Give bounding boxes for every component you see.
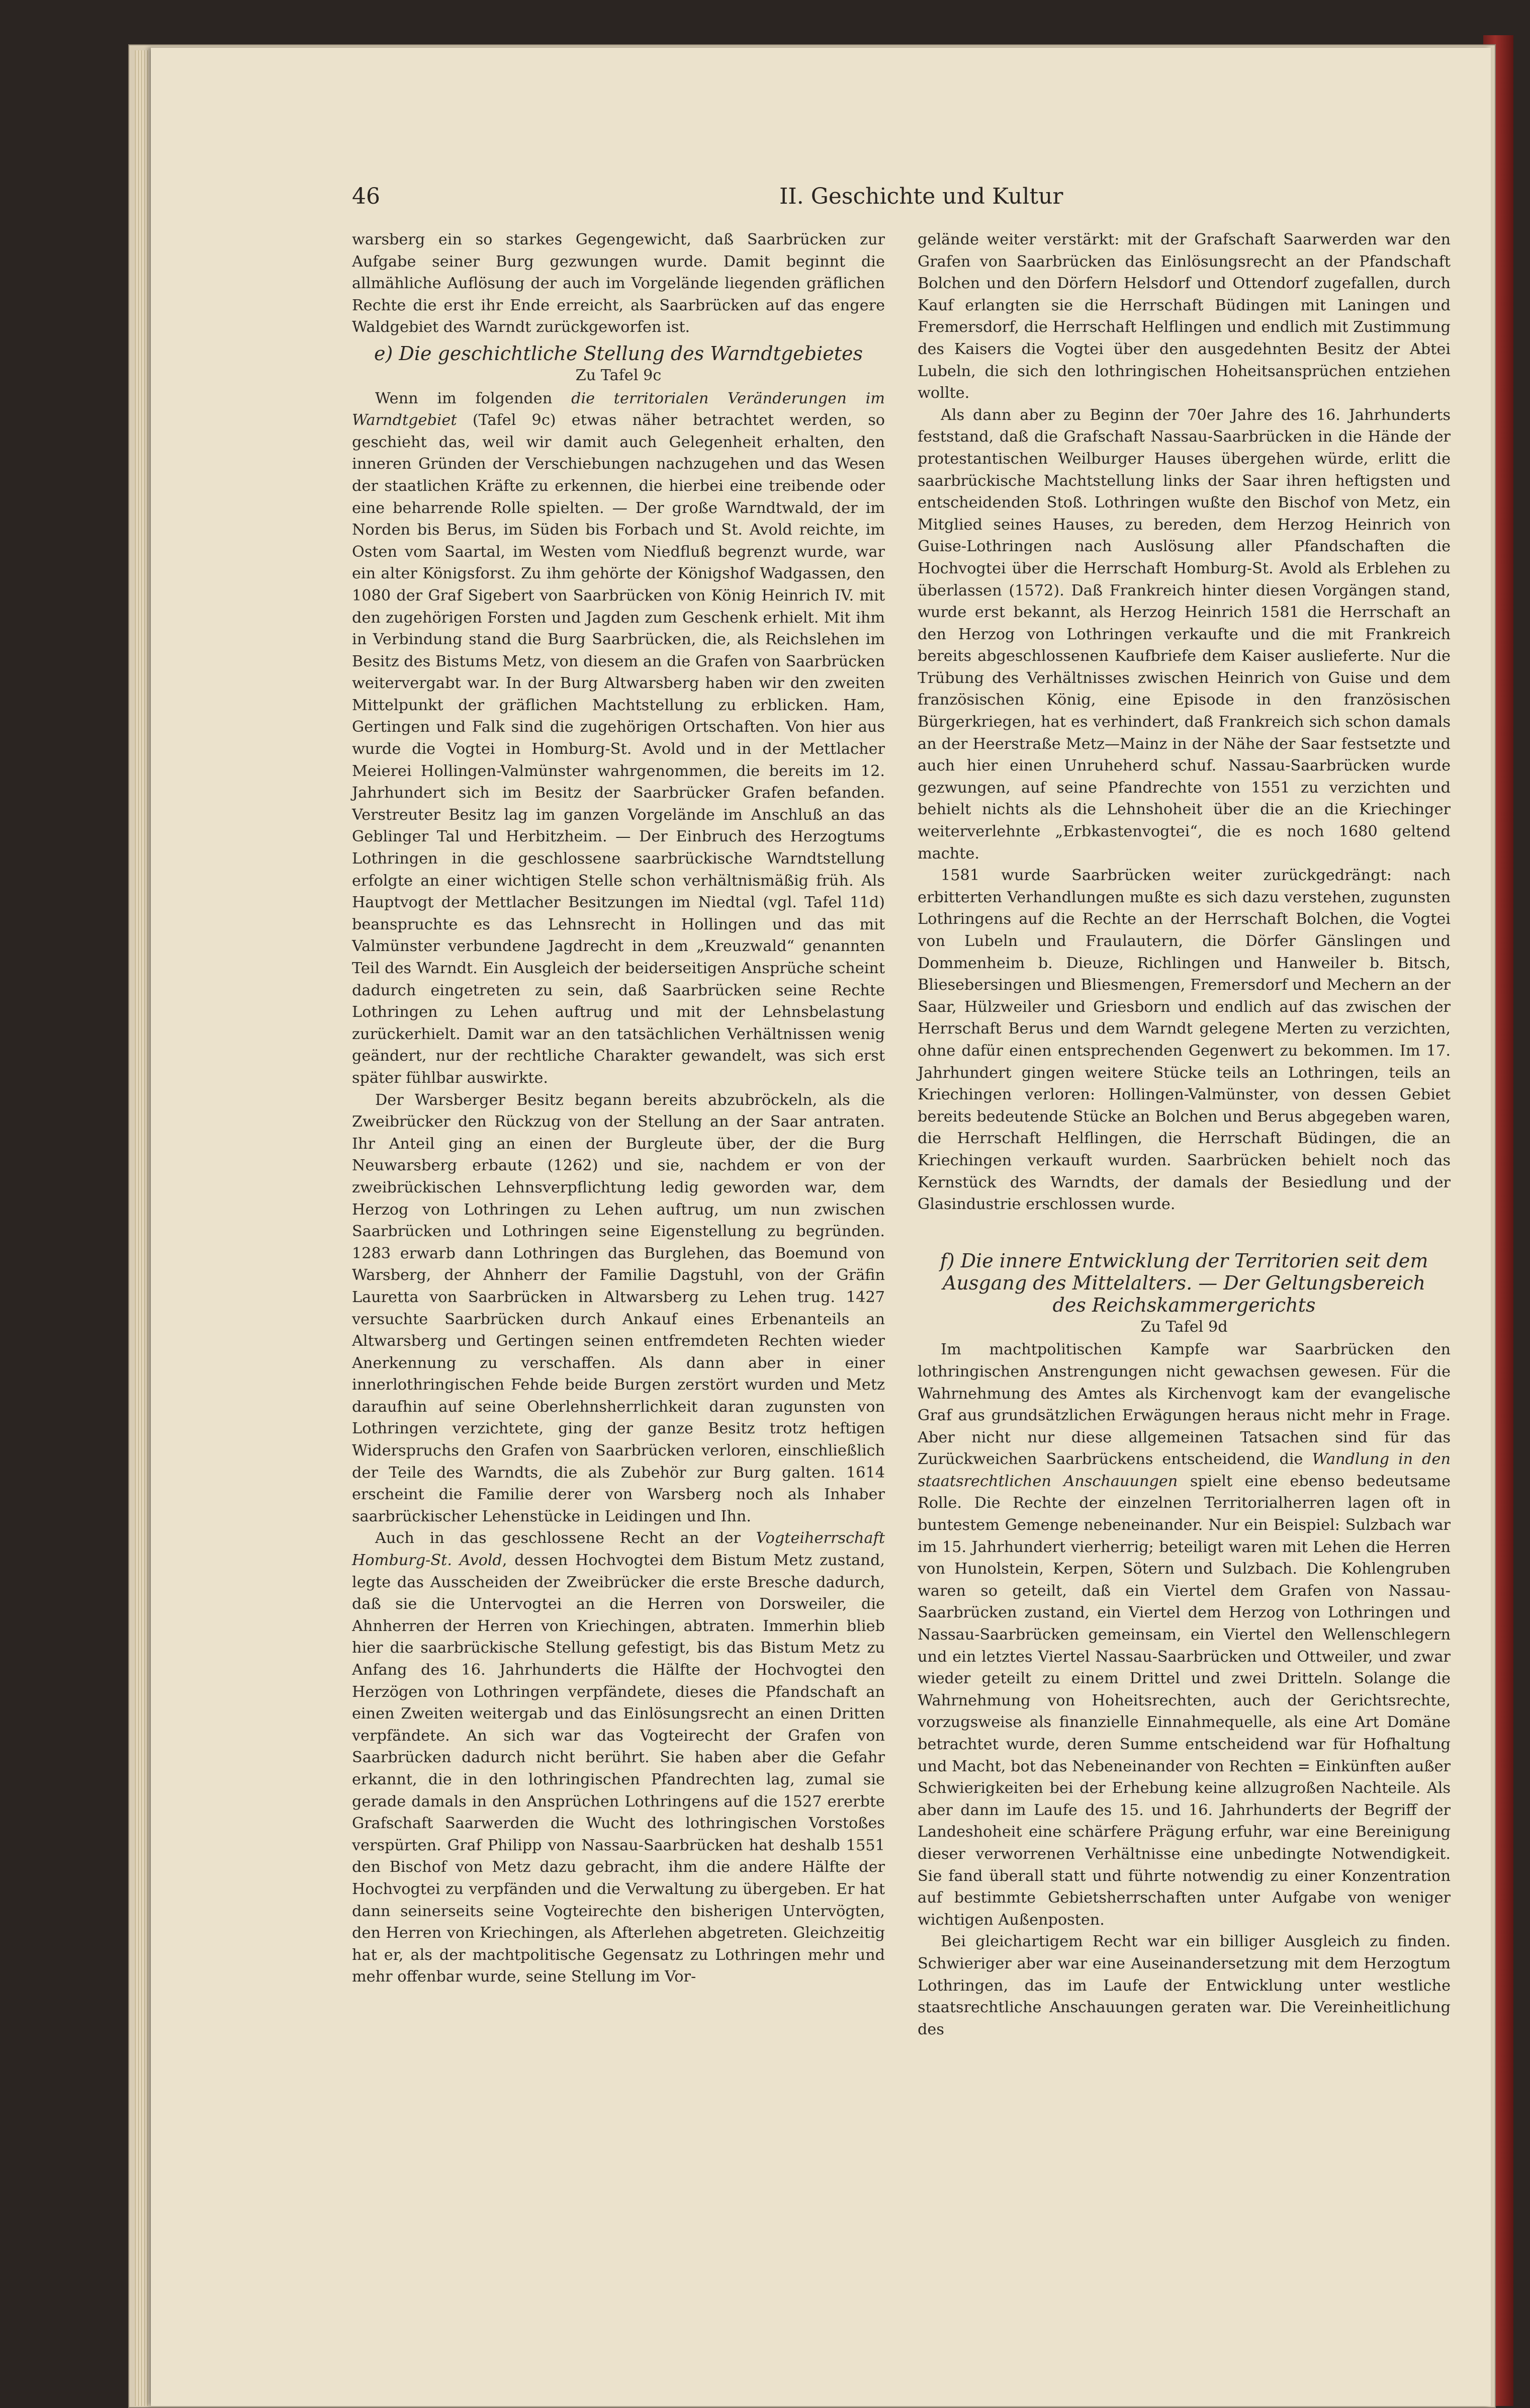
text-run: Wenn im folgenden — [375, 389, 572, 407]
text-run: Im machtpolitischen Kampfe war Saarbrücken den lothringischen Anstrengungen nicht gewachsen gewesen. Für die Wahrnehmung des Amtes als Kirchenvogt kam der evangelische Graf aus grundsätzlichen Erwägungen heraus nicht mehr in Frage. Aber nicht nur diese allgemeinen Tatsachen sind für das Zurückweichen Saarbrückens entscheidend, die — [918, 1341, 1451, 1469]
paragraph — [352, 388, 885, 1089]
section-heading — [918, 1250, 1451, 1316]
paragraph: Der Warsberger Besitz begann bereits abzubröckeln, als die Zweibrücker den Rückzug von der Stellung an der Saar antraten. Ihr Anteil ging an einen der Burgleute über, der die Burg Neuwarsberg erbaute (1262) und sie, nachdem er von der zweibrückischen Lehnsverpflichtung ledig geworden war, dem Herzog von Lothringen zu Lehen auftrug, um nun zwischen Saarbrücken und Lothringen seine Eigenstellung zu begründen. 1283 erwarb dann Lothringen das Burglehen, das Boemund von Warsberg, der Ahnherr der Familie Dagstuhl, von der Gräfin Lauretta von Saarbrücken in Altwarsberg zu Lehen trug. 1427 versuchte Saarbrücken durch Ankauf eines Erbenanteils an Altwarsberg und Gertingen seinen entfremdeten Rechten wieder Anerkennung zu verschaffen. Als dann aber in einer innerlothringischen Fehde beide Burgen zerstört wurden und Metz daraufhin auf seine Oberlehnsherrlichkeit daran zugunsten von Lothringen verzichtete, ging der ganze Besitz trotz heftigen Widerspruchs den Grafen von Saarbrücken verloren, einschließlich der Teile des Warndts, die als Zubehör zur Burg galten. 1614 erscheint die Familie derer von Warsberg noch als Inhaber saarbrückischer Lehenstücke in Leidingen und Ihn. — [352, 1091, 885, 1525]
text-run: , dessen Hochvogtei dem Bistum Metz zustand, legte das Ausscheiden der Zweibrücker die erste Bresche dadurch, daß sie die Untervogtei an die Herren von Dorsweiler, die Ahnherren der Herren von Kriechingen, abtraten. Immerhin blieb hier die saarbrückische Stellung gefestigt, bis das Bistum Metz zu Anfang des 16. Jahrhunderts die Hälfte der Hochvogtei den Herzögen von Lothringen verpfändete, dieses die Pfandschaft an einen Zweiten weitergab und das Einlösungsrecht an einen Dritten verpfändete. An sich war das Vogteirecht der Grafen von Saarbrücken dadurch nicht berührt. Sie haben aber die Gefahr erkannt, die in den lothringischen Pfandrechten lag, zumal sie gerade damals in den Ansprüchen Lothringens auf die 1527 ererbte Grafschaft Saarwerden die Wucht des lothringischen Vorstoßes verspürten. Graf Philipp von Nassau-Saarbrücken hat deshalb 1551 den Bischof von Metz dazu gebracht, ihm die andere Hälfte der Hochvogtei zu verpfänden und die Verwaltung zu übergeben. Er hat dann seinerseits seine Vogteirechte den bisherigen Untervögten, den Herren von Kriechingen, als Afterlehen abgetreten. Gleichzeitig hat er, als der machtpolitische Gegensatz zu Lothringen mehr und mehr offenbar wurde, seine Stellung im Vor- — [352, 1552, 885, 1986]
spacer — [918, 1216, 1451, 1246]
text-run: Auch in das geschlossene Recht an der — [375, 1529, 756, 1547]
text-run: spielt eine ebenso bedeutsame Rolle. Die Rechte der einzelnen Territorialherren lagen oft in buntestem Gemenge nebeneinander. Nur ein Beispiel: Sulzbach war im 15. Jahrhundert vierherrig; beteiligt waren mit Lehen die Herren von Hunolstein, Kerpen, Sötern und Sulzbach. Die Kohlengruben waren so geteilt, daß ein Viertel dem Grafen von Nassau-Saarbrücken zustand, ein Viertel dem Herzog von Lothringen und Nassau-Saarbrücken gemeinsam, ein Viertel den Wellenschlegern und ein letztes Viertel Nassau-Saarbrücken und Ottweiler, und zwar wieder geteilt zu einem Drittel und zwei Dritteln. Solange die Wahrnehmung von Hoheitsrechten, auch der Gerichtsrechte, vorzugsweise als finanzielle Einnahmequelle, als eine Art Domäne betrachtet wurde, deren Summe entscheidend war für Hofhaltung und Macht, bot das Nebeneinander von Rechten = Einkünften außer Schwierigkeiten bei der Erhebung keine allzugroßen Nachteile. Als aber dann im Laufe des 15. und 16. Jahrhunderts der Begriff der Landeshoheit eine schärfere Prägung erfuhr, war eine Bereinigung dieser verworrenen Verhältnisse eine unbedingte Notwendigkeit. Sie fand überall statt und führte notwendig zu einer Konzentration auf bestimmte Gebietsherrschaften unter Aufgabe von weniger wichtigen Außenposten. — [918, 1472, 1451, 1929]
section-heading: e) Die geschichtliche Stellung des Warndtgebietes — [374, 342, 863, 365]
paragraph: warsberg ein so starkes Gegengewicht, daß Saarbrücken zur Aufgabe seiner Burg gezwungen wurde. Damit beginnt die allmähliche Auflösung der auch im Vorgelände liegenden gräflichen Rechte die erst ihr Ende erreicht, als Saarbrücken auf das engere Waldgebiet des Warndt zurückgeworfen ist. — [352, 231, 885, 336]
emphasis: die territorialen Veränderungen im Warndtgebiet — [352, 389, 885, 429]
paragraph: gelände weiter verstärkt: mit der Grafschaft Saarwerden war den Grafen von Saarbrücken das Einlösungsrecht an der Pfandschaft Bolchen und den Dörfern Helsdorf und Ottendorf zugefallen, durch Kauf erlangten sie die Herrschaft Büdingen mit Laningen und Fremersdorf, die Herrschaft Helflingen und endlich mit Zustimmung des Kaisers die Vogtei über den ausgedehnten Besitz der Abtei Lubeln, die sich den lothringischen Hoheitsansprüchen entziehen wollte. — [918, 231, 1451, 402]
page-header — [352, 184, 1443, 219]
page-number: 46 — [352, 184, 380, 209]
page-edges — [135, 50, 150, 2406]
left-column — [352, 229, 885, 1988]
plate-reference: Zu Tafel 9d — [1140, 1318, 1228, 1336]
section-heading-line: des Reichskammergerichts — [1052, 1294, 1316, 1316]
paragraph: Bei gleichartigem Recht war ein billiger Ausgleich zu finden. Schwieriger aber war eine Auseinandersetzung mit dem Herzogtum Lothringen, das im Laufe der Entwicklung unter westliche staatsrechtliche Anschauungen geraten war. Die Vereinheitlichung des — [918, 1933, 1451, 2038]
text-run: (Tafel 9c) etwas näher betrachtet werden, so geschieht das, weil wir damit auch Gelegenheit erhalten, den inneren Gründen der Verschiebungen nachzugehen und das Wesen der staatlichen Kräfte zu erkennen, die hierbei eine treibende oder eine beharrende Rolle spielten. — Der große Warndtwald, der im Norden bis Berus, im Süden bis Forbach und St. Avold reichte, im Osten vom Saartal, im Westen vom Niedfluß begrenzt wurde, war ein alter Königsforst. Zu ihm gehörte der Königshof Wadgassen, den 1080 der Graf Sigebert von Saarbrücken von König Heinrich IV. mit den zugehörigen Forsten und Jagden zum Geschenk erhielt. Mit ihm in Verbindung stand die Burg Saarbrücken, die, als Reichslehen im Besitz des Bistums Metz, von diesem an die Grafen von Saarbrücken weitervergabt war. In der Burg Altwarsberg haben wir den zweiten Mittelpunkt der gräflichen Machtstellung zu erblicken. Ham, Gertingen und Falk sind die zugehörigen Ortschaften. Von hier aus wurde die Vogtei in Homburg-St. Avold und in der Mettlacher Meierei Hollingen-Valmünster wahrgenommen, die bereits im 12. Jahrhundert sich im Besitz der Saarbrücker Grafen befanden. Verstreuter Besitz lag im ganzen Vorgelände im Anschluß an das Geblinger Tal und Herbitzheim. — Der Einbruch des Herzogtums Lothringen in die geschlossene saarbrückische Warndtstellung erfolgte an einer wichtigen Stelle schon verhältnismäßig früh. Als Hauptvogt der Mettlacher Besitzungen im Niedtal (vgl. Tafel 11d) beanspruchte es das Lehnsrecht in Hollingen und das mit Valmünster verbundene Jagdrecht in dem „Kreuzwald“ genannten Teil des Warndt. Ein Ausgleich der beiderseitigen Ansprüche scheint dadurch eingetreten zu sein, daß Saarbrücken seine Rechte Lothringen zu Lehen auftrug und mit der Lehnsbelastung zurückerhielt. Damit war an den tatsächlichen Verhältnissen wenig geändert, nur der rechtliche Charakter gewandelt, was sich erst später fühlbar auswirkte. — [352, 411, 885, 1087]
emphasis: Vogteiherrschaft Homburg-St. Avold — [352, 1529, 885, 1570]
plate-reference: Zu Tafel 9c — [575, 366, 662, 384]
right-column — [918, 229, 1451, 2040]
paragraph: 1581 wurde Saarbrücken weiter zurückgedrängt: nach erbitterten Verhandlungen mußte es sich dazu verstehen, zugunsten Lothringens auf die Rechte an der Herrschaft Bolchen, die Vogtei von Lubeln und Fraulautern, die Dörfer Gänslingen und Dommenheim b. Dieuze, Richlingen und Hanweiler b. Bitsch, Bliesebersingen und Bliesmengen, Fremersdorf und Mechern an der Saar, Hülzweiler und Griesborn und endlich auf das zwischen der Herrschaft Berus und dem Warndt gelegene Merten zu verzichten, ohne dafür einen entsprechenden Gegenwert zu bekommen. Im 17. Jahrhundert gingen weitere Stücke teils an Lothringen, teils an Kriechingen verloren: Hollingen-Valmünster, von dessen Gebiet bereits bedeutende Stücke an Bolchen und Berus abgegeben waren, die Herrschaft Helflingen, die Herrschaft Büdingen, die an Kriechingen verkauft wurden. Saarbrücken behielt noch das Kernstück des Warndts, der damals der Besiedlung und der Glasindustrie erschlossen wurde. — [918, 867, 1451, 1214]
emphasis: Wandlung in den staatsrechtlichen Anschauungen — [918, 1450, 1451, 1490]
section-heading-line: Ausgang des Mittelalters. — Der Geltungsbereich — [942, 1271, 1425, 1294]
running-head: II. Geschichte und Kultur — [779, 184, 1063, 209]
paragraph — [918, 1339, 1451, 1931]
paragraph — [352, 1527, 885, 1988]
section-heading-line: f) Die innere Entwicklung der Territorien seit dem — [940, 1249, 1428, 1272]
paragraph: Als dann aber zu Beginn der 70er Jahre des 16. Jahrhunderts feststand, daß die Grafschaft Nassau-Saarbrücken in die Hände der protestantischen Weilburger Hauses übergehen würde, erlitt die saarbrückische Machtstellung links der Saar ihren heftigsten und entscheidenden Stoß. Lothringen wußte den Bischof von Metz, ein Mitglied seines Hauses, zu bereden, dem Herzog Heinrich von Guise-Lothringen nach Auslösung aller Pfandschaften die Hochvogtei über die Herrschaft Homburg-St. Avold als Erblehen zu überlassen (1572). Daß Frankreich hinter diesen Vorgängen stand, wurde erst bekannt, als Herzog Heinrich 1581 die Herrschaft an den Herzog von Lothringen verkaufte und die mit Frankreich bereits abgeschlossenen Kaufbriefe dem Kaiser auslieferte. Nur die Trübung des Verhältnisses zwischen Heinrich von Guise und dem französischen König, eine Episode in den französischen Bürgerkriegen, hat es verhindert, daß Frankreich sich schon damals an der Heerstraße Metz—Mainz in der Nähe der Saar festsetzte und auch hier einen Unruheherd schuf. Nassau-Saarbrücken wurde gezwungen, auf seine Pfandrechte von 1551 zu verzichten und behielt nichts als die Lehnshoheit über die an die Kriechinger weiterverlehnte „Erbkastenvogtei“, die es noch 1680 geltend machte. — [918, 406, 1451, 863]
